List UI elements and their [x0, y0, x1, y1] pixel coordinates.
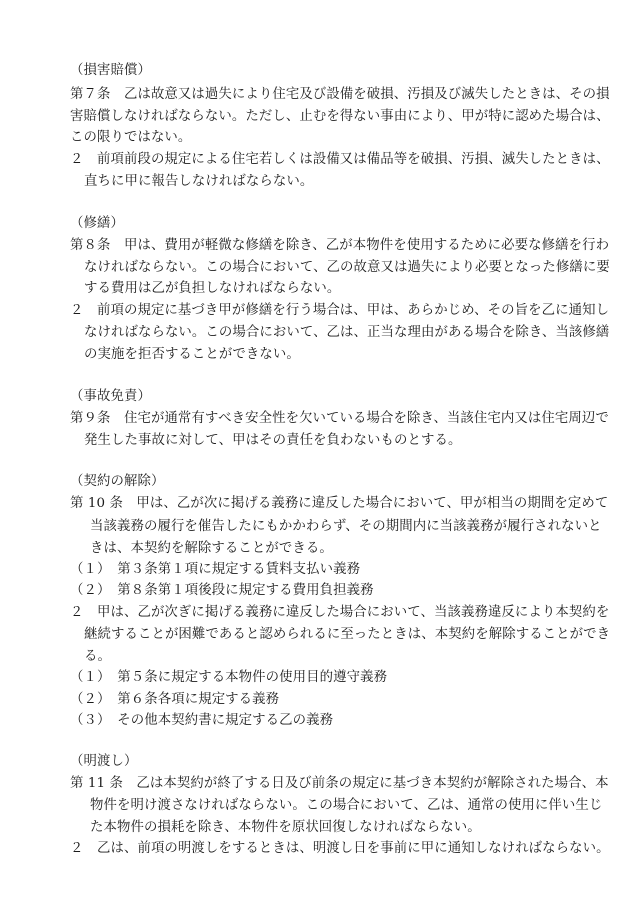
- article-line: の実施を拒否することができない。: [84, 347, 300, 363]
- article-line: ２ 前項前段の規定による住宅若しくは設備又は備品等を破損、汚損、滅失したときは、: [70, 151, 610, 167]
- article-line: きは、本契約を解除することができる。: [90, 540, 333, 556]
- article-line: 継続することが困難であると認められるに至ったときは、本契約を解除することができ: [84, 626, 611, 642]
- list-item: （３） その他本契約書に規定する乙の義務: [70, 713, 334, 729]
- article-line: この限りではない。: [70, 130, 192, 146]
- article-line: ２ 甲は、乙が次ぎに掲げる義務に違反した場合において、当該義務違反により本契約を: [70, 604, 610, 620]
- article-line: 第 11 条 乙は本契約が終了する日及び前条の規定に基づき本契約が解除された場合、本: [70, 776, 609, 792]
- article-line: ２ 乙は、前項の明渡しをするときは、明渡し日を事前に甲に通知しなければならない。: [70, 841, 610, 856]
- section-heading: （明渡し）: [70, 753, 138, 769]
- article-line: 第７条 乙は故意又は過失により住宅及び設備を破損、汚損及び滅失したときは、その損: [70, 86, 610, 102]
- list-item: （１） 第３条第１項に規定する賃料支払い義務: [70, 562, 361, 578]
- list-item: （１） 第５条に規定する本物件の使用目的遵守義務: [70, 670, 388, 686]
- article-line: 害賠償しなければならない。ただし、止むを得ない事由により、甲が特に認めた場合は、: [70, 109, 610, 125]
- article-line: 発生した事故に対して、甲はその責任を負わないものとする。: [84, 433, 462, 449]
- article-line: る。: [84, 649, 111, 665]
- article-line: する費用は乙が負担しなければならない。: [84, 281, 341, 297]
- section-heading: （損害賠償）: [70, 63, 151, 78]
- list-item: （２） 第８条第１項後段に規定する費用負担義務: [70, 583, 374, 599]
- article-line: た本物件の損耗を除き、本物件を原状回復しなければならない。: [90, 819, 481, 835]
- article-line: 第 10 条 甲は、乙が次に掲げる義務に違反した場合において、甲が相当の期間を定めて: [70, 496, 609, 512]
- article-line: 当該義務の履行を催告したにもかかわらず、その期間内に当該義務が履行されないと: [90, 518, 602, 534]
- section-heading: （修繕）: [70, 215, 124, 231]
- section-heading: （契約の解除）: [70, 474, 165, 490]
- list-item: （２） 第６条各項に規定する義務: [70, 691, 280, 707]
- article-line: なければならない。この場合において、乙の故意又は過失により必要となった修繕に要: [84, 260, 610, 276]
- section-heading: （事故免責）: [70, 388, 151, 404]
- article-line: なければならない。この場合において、乙は、正当な理由がある場合を除き、当該修繕: [84, 324, 610, 340]
- article-line: 直ちに甲に報告しなければならない。: [84, 174, 314, 190]
- article-line: 第８条 甲は、費用が軽微な修繕を除き、乙が本物件を使用するために必要な修繕を行わ: [70, 237, 610, 253]
- article-line: 第９条 住宅が通常有すべき安全性を欠いている場合を除き、当該住宅内又は住宅周辺で: [70, 411, 609, 427]
- article-line: ２ 前項の規定に基づき甲が修繕を行う場合は、甲は、あらかじめ、その旨を乙に通知し: [70, 302, 610, 318]
- article-line: 物件を明け渡さなければならない。この場合において、乙は、通常の使用に伴い生じ: [90, 798, 603, 814]
